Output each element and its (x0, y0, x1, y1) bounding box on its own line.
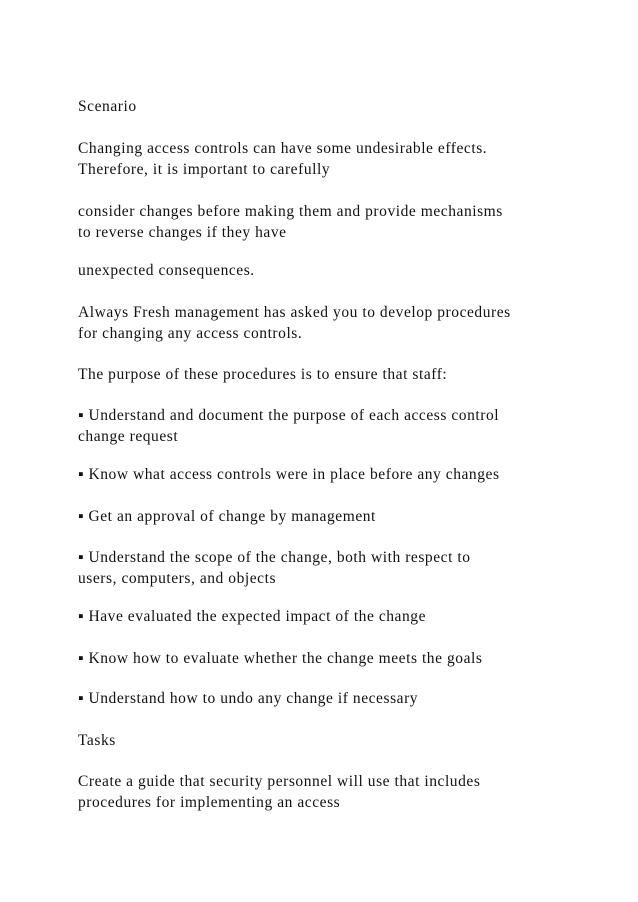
list-item-text: Get an approval of change by management (88, 508, 376, 525)
list-item-line (78, 464, 578, 485)
paragraph-line: The purpose of these procedures is to ensure that staff: (78, 366, 448, 383)
paragraph-line: unexpected consequences. (78, 262, 255, 279)
bullet-icon: ▪ (78, 650, 85, 667)
list-item-text: Understand how to undo any change if necessary (88, 690, 419, 707)
paragraph-create-guide (78, 771, 578, 813)
list-item-text: Understand and document the purpose of each access control (88, 407, 500, 424)
list-item-line (78, 547, 578, 568)
bullet-icon: ▪ (78, 549, 85, 566)
list-item (78, 547, 578, 589)
list-item (78, 606, 578, 627)
list-item-line (78, 506, 578, 527)
paragraph-unexpected (78, 260, 578, 281)
paragraph-line: consider changes before making them and provide mechanisms (78, 203, 503, 220)
list-item-line (78, 606, 578, 627)
paragraph-purpose (78, 364, 578, 385)
list-item-text: Have evaluated the expected impact of the change (88, 608, 427, 625)
paragraph-line: for changing any access controls. (78, 325, 303, 342)
list-item-text: Understand the scope of the change, both with respect to (88, 549, 471, 566)
heading-tasks (78, 730, 578, 751)
list-item-line (78, 648, 578, 669)
paragraph-consider (78, 201, 578, 243)
list-item-text: Know how to evaluate whether the change meets the goals (88, 650, 483, 667)
paragraph-line: Changing access controls can have some undesirable effects. (78, 140, 488, 157)
list-item (78, 506, 578, 527)
list-item-text: Know what access controls were in place before any changes (88, 466, 500, 483)
paragraph-management (78, 302, 578, 344)
list-item-line: change request (78, 428, 179, 445)
list-item (78, 405, 578, 447)
bullet-icon: ▪ (78, 508, 85, 525)
paragraph-line: Always Fresh management has asked you to develop procedures (78, 304, 511, 321)
paragraph-line: Therefore, it is important to carefully (78, 161, 331, 178)
paragraph-line: Create a guide that security personnel will use that includes (78, 773, 481, 790)
paragraph-intro (78, 138, 578, 180)
list-item-line: users, computers, and objects (78, 570, 277, 587)
list-item-line (78, 688, 578, 709)
bullet-icon: ▪ (78, 407, 85, 424)
list-item (78, 688, 578, 709)
list-item-line (78, 405, 578, 426)
bullet-icon: ▪ (78, 690, 85, 707)
paragraph-line: to reverse changes if they have (78, 224, 287, 241)
heading-scenario (78, 96, 578, 117)
bullet-icon: ▪ (78, 466, 85, 483)
paragraph-line: procedures for implementing an access (78, 794, 341, 811)
heading-scenario-text: Scenario (78, 98, 137, 115)
list-item (78, 464, 578, 485)
bullet-icon: ▪ (78, 608, 85, 625)
list-item (78, 648, 578, 669)
heading-tasks-text: Tasks (78, 732, 116, 749)
